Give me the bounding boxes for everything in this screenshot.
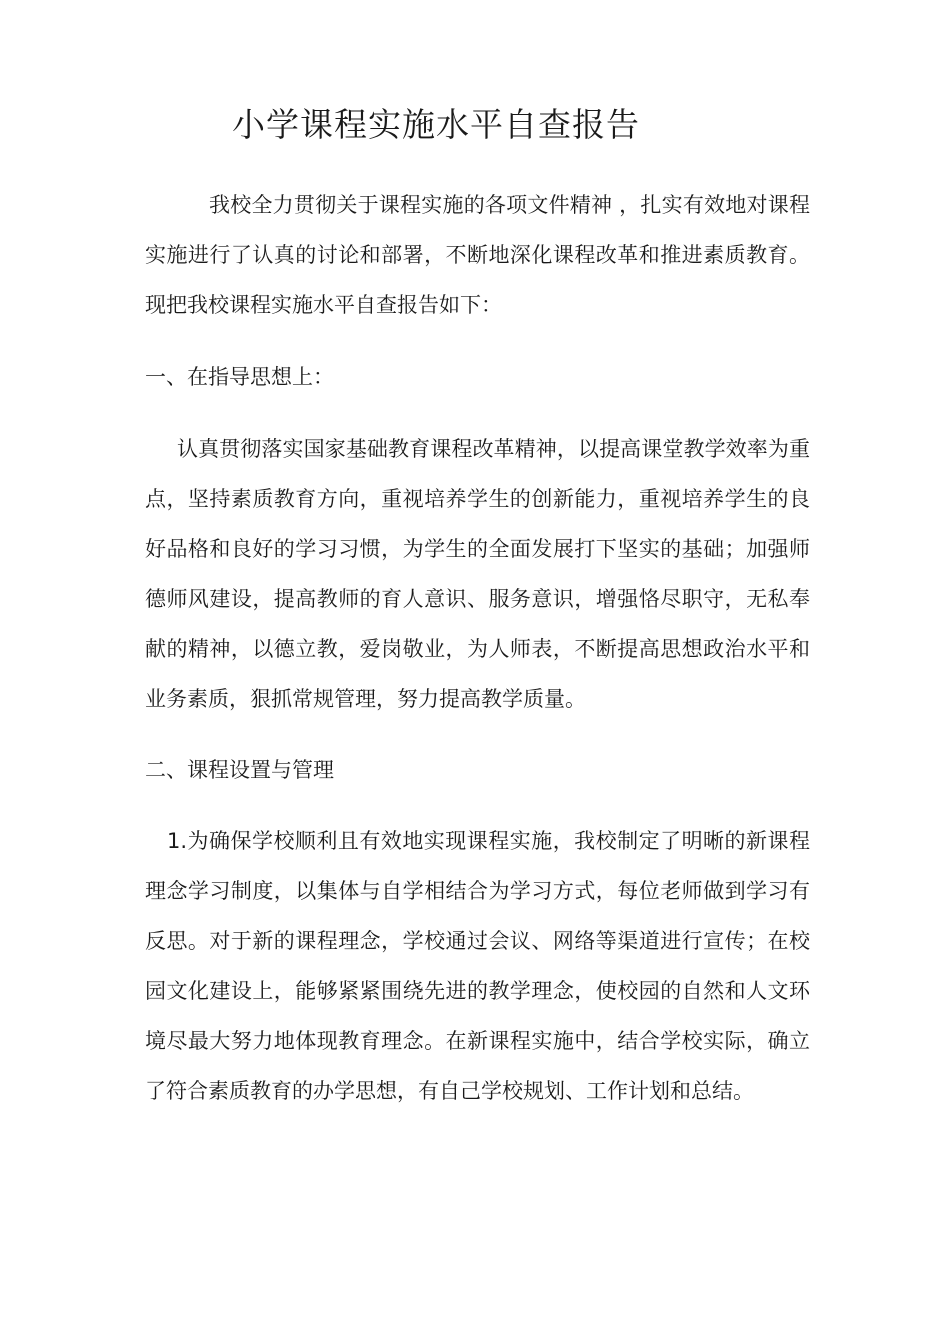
section-1-paragraph: 认真贯彻落实国家基础教育课程改革精神，以提高课堂教学效率为重点，坚持素质教育方向，重视培养学生的创新能力，重视培养学生的良好品格和良好的学习习惯，为学生的全面发展打下坚实的基础；加强师德师风建设，提高教师的育人意识、服务意识，增强恪尽职守，无私奉献的精神，以德立教，爱岗敬业，为人师表，不断提高思想政治水平和业务素质，狠抓常规管理，努力提高教学质量。 <box>145 437 810 711</box>
section-2-heading: 二、课程设置与管理 <box>145 758 334 782</box>
intro-paragraph: 我校全力贯彻关于课程实施的各项文件精神 ，扎实有效地对课程实施进行了认真的讨论和部署，不断地深化课程改革和推进素质教育。现把我校课程实施水平自查报告如下： <box>145 193 810 317</box>
section-2-paragraph: 1.为确保学校顺利且有效地实现课程实施，我校制定了明晰的新课程理念学习制度，以集体与自学相结合为学习方式，每位老师做到学习有反思。对于新的课程理念，学校通过会议、网络等渠道进行宣传；在校园文化建设上，能够紧紧围绕先进的教学理念，使校园的自然和人文环境尽最大努力地体现教育理念。在新课程实施中，结合学校实际，确立了符合素质教育的办学思想，有自己学校规划、工作计划和总结。 <box>145 829 810 1103</box>
section-1-heading: 一、在指导思想上： <box>145 365 334 389</box>
document-title: 小学课程实施水平自查报告 <box>232 105 640 144</box>
